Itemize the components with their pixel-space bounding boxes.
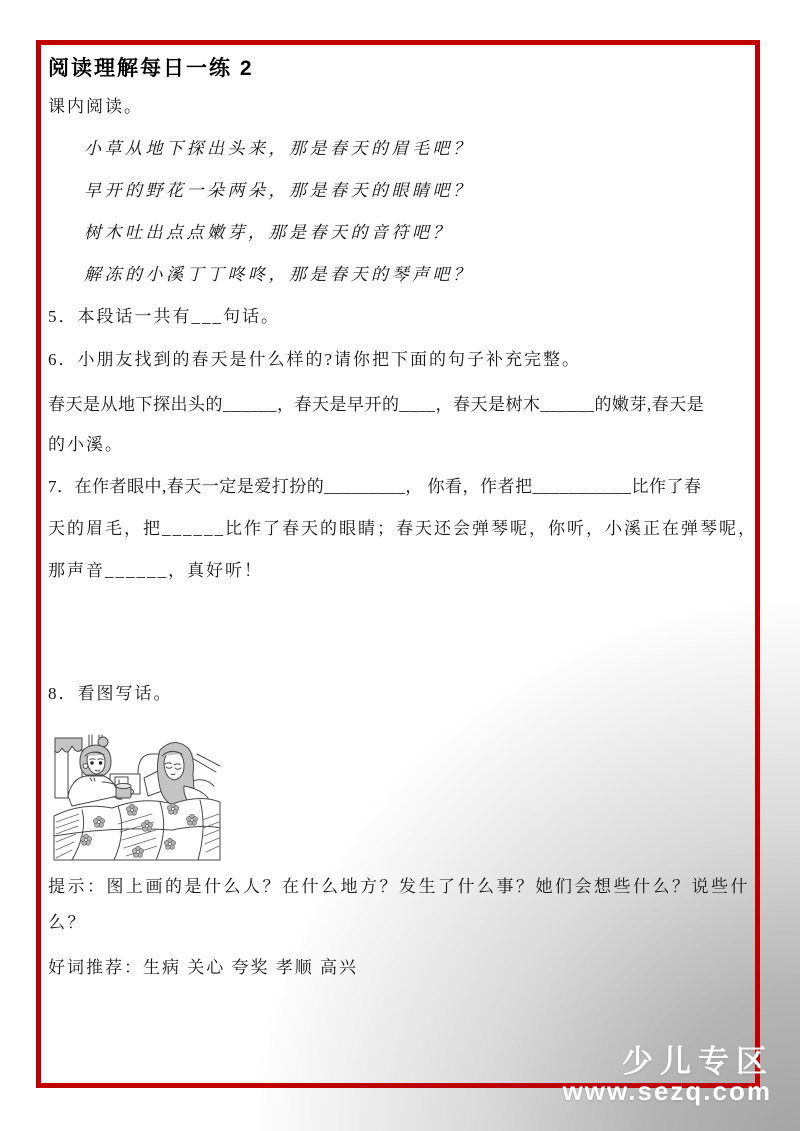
hint-line-1: 提示：图上画的是什么人？在什么地方？发生了什么事？她们会想些什么？说些什 <box>48 877 750 896</box>
poem-line-1: 小草从地下探出头来，那是春天的眉毛吧？ <box>84 139 474 158</box>
question-6-fill-line-2: 的小溪。 <box>48 435 124 454</box>
question-5: 5．本段话一共有___句话。 <box>48 307 280 326</box>
page-title: 阅读理解每日一练 2 <box>48 57 254 80</box>
hint-line-2: 么？ <box>48 913 87 932</box>
good-words-line: 好词推荐：生病 关心 夸奖 孝顺 高兴 <box>48 958 358 977</box>
poem-line-4: 解冻的小溪丁丁咚咚，那是春天的琴声吧？ <box>84 265 474 284</box>
question-8: 8．看图写话。 <box>48 684 173 703</box>
question-6: 6．小朋友找到的春天是什么样的?请你把下面的句子补充完整。 <box>48 350 582 369</box>
watermark-brand: 少儿专区 <box>622 1044 774 1079</box>
question-6-fill-line-1: 春天是从地下探出头的______，春天是早开的____，春天是树木______的嫩芽,春天是 <box>48 395 705 414</box>
section-heading: 课内阅读。 <box>48 97 143 116</box>
question-7-line-2: 天的眉毛，把______比作了春天的眼睛；春天还会弹琴呢，你听，小溪正在弹琴呢， <box>48 519 757 538</box>
writing-prompt-illustration <box>52 730 222 862</box>
question-7-line-1: 7．在作者眼中,春天一定是爱打扮的_________， 你看，作者把___________比作了春 <box>48 477 702 496</box>
watermark-url: www.sezq.com <box>562 1076 772 1106</box>
question-7-line-3: 那声音______，真好听！ <box>48 561 263 580</box>
poem-line-3: 树木吐出点点嫩芽，那是春天的音符吧？ <box>84 223 453 242</box>
poem-line-2: 早开的野花一朵两朵，那是春天的眼睛吧？ <box>84 181 474 200</box>
